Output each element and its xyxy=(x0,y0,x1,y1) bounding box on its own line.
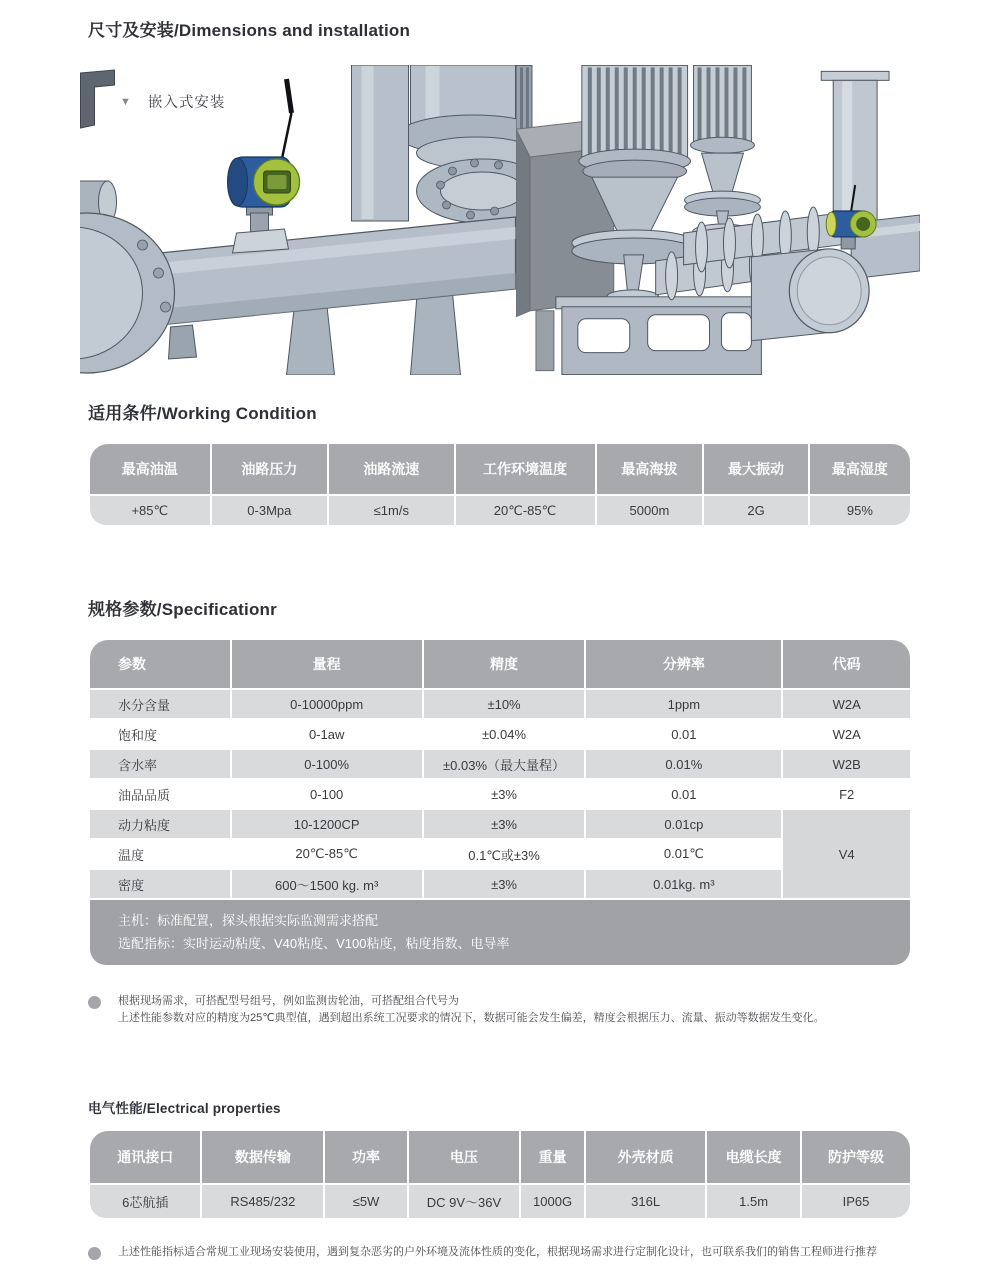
specification-table xyxy=(88,638,912,967)
wc-value-cell: 20℃-85℃ xyxy=(456,496,595,525)
table-header-row xyxy=(90,1131,910,1183)
spec-param-cell: 水分含量 xyxy=(90,690,230,718)
pipe-fragment-top-left xyxy=(81,70,115,128)
spec-accuracy-cell: ±3% xyxy=(424,810,585,838)
elec-header-cell: 外壳材质 xyxy=(586,1131,705,1183)
wc-header-cell: 最高油温 xyxy=(90,444,210,494)
elec-value-cell: 316L xyxy=(586,1185,705,1218)
spec-footer-line: 主机：标准配置，探头根据实际监测需求搭配 xyxy=(118,913,379,928)
elec-header-cell: 重量 xyxy=(521,1131,584,1183)
spec-code-cell: W2B xyxy=(783,750,910,778)
elec-header-cell: 通讯接口 xyxy=(90,1131,200,1183)
spec-param-cell: 密度 xyxy=(90,870,230,898)
table-row xyxy=(90,720,910,748)
electrical-table xyxy=(88,1129,912,1220)
table-header-row xyxy=(90,640,910,688)
spec-range-cell: 600～1500 kg. m³ xyxy=(232,870,422,898)
spec-accuracy-cell: ±3% xyxy=(424,870,585,898)
support-frame xyxy=(556,297,765,375)
electrical-note-text xyxy=(118,1244,877,1261)
wc-value-cell: 95% xyxy=(810,496,910,525)
spec-resolution-cell: 0.01% xyxy=(586,750,781,778)
section-title-dimensions: 尺寸及安装/Dimensions and installation xyxy=(88,21,411,40)
wc-value-cell: 5000m xyxy=(597,496,703,525)
elec-header-cell: 防护等级 xyxy=(802,1131,910,1183)
spec-accuracy-cell: 0.1℃或±3% xyxy=(424,840,585,868)
spec-header-cell: 代码 xyxy=(783,640,910,688)
section-title-working-condition: 适用条件/Working Condition xyxy=(88,404,317,423)
tank xyxy=(751,249,869,341)
table-row xyxy=(90,750,910,778)
spec-code-cell: W2A xyxy=(783,690,910,718)
spec-accuracy-cell: ±10% xyxy=(424,690,585,718)
spec-merged-code-cell: V4 xyxy=(783,810,910,898)
table-header-row xyxy=(90,444,910,494)
spec-param-cell: 动力粘度 xyxy=(90,810,230,838)
wc-header-cell: 最大振动 xyxy=(704,444,807,494)
note-bullet-icon xyxy=(88,1247,101,1260)
installation-figures xyxy=(80,65,920,375)
transmitter xyxy=(228,79,300,253)
spec-range-cell: 0-100% xyxy=(232,750,422,778)
spec-param-cell: 温度 xyxy=(90,840,230,868)
wc-value-cell: 2G xyxy=(704,496,807,525)
table-footer-row xyxy=(90,900,910,965)
electrical-note xyxy=(88,1244,912,1261)
spec-header-cell: 分辨率 xyxy=(586,640,781,688)
elec-header-cell: 电缆长度 xyxy=(707,1131,800,1183)
elec-value-cell: IP65 xyxy=(802,1185,910,1218)
section-title-electrical: 电气性能/Electrical properties xyxy=(88,1101,281,1116)
table-row xyxy=(90,690,910,718)
working-condition-table xyxy=(88,442,912,527)
spec-header-cell: 精度 xyxy=(424,640,585,688)
spec-note-line: 根据现场需求，可搭配型号组号，例如监测齿轮油，可搭配组合代号为 xyxy=(118,995,459,1007)
spec-note-line: 上述性能参数对应的精度为25℃典型值，遇到超出系统工况要求的情况下，数据可能会发生偏差，精度会根据压力、流量、振动等数据发生变化。 xyxy=(118,1012,825,1024)
elec-header-cell: 电压 xyxy=(409,1131,519,1183)
elec-header-cell: 数据传输 xyxy=(202,1131,323,1183)
table-row xyxy=(90,780,910,808)
spec-range-cell: 0-1aw xyxy=(232,720,422,748)
wc-header-cell: 最高海拔 xyxy=(597,444,703,494)
table-row xyxy=(90,496,910,525)
spec-range-cell: 0-10000ppm xyxy=(232,690,422,718)
elec-value-cell: 6芯航插 xyxy=(90,1185,200,1218)
spec-param-cell: 饱和度 xyxy=(90,720,230,748)
spec-resolution-cell: 0.01cp xyxy=(586,810,781,838)
spec-range-cell: 10-1200CP xyxy=(232,810,422,838)
vessel-top-right xyxy=(399,65,517,169)
elec-value-cell: DC 9V～36V xyxy=(409,1185,519,1218)
elec-value-cell: 1000G xyxy=(521,1185,584,1218)
spec-note xyxy=(88,993,912,1027)
spec-accuracy-cell: ±3% xyxy=(424,780,585,808)
elec-value-cell: ≤5W xyxy=(325,1185,406,1218)
spec-header-cell: 量程 xyxy=(232,640,422,688)
spec-note-text xyxy=(118,993,825,1027)
wc-header-cell: 油路流速 xyxy=(329,444,453,494)
wc-value-cell: +85℃ xyxy=(90,496,210,525)
spec-range-cell: 0-100 xyxy=(232,780,422,808)
spec-resolution-cell: 0.01℃ xyxy=(586,840,781,868)
spec-resolution-cell: 0.01 xyxy=(586,780,781,808)
vertical-pipe xyxy=(352,65,409,221)
table-row xyxy=(90,810,910,838)
embedded-install-caption xyxy=(120,91,225,112)
spec-code-cell: W2A xyxy=(783,720,910,748)
figure-system-installation xyxy=(516,65,920,375)
bolted-flange-ring xyxy=(417,159,517,223)
spec-resolution-cell: 1ppm xyxy=(586,690,781,718)
spec-accuracy-cell: ±0.04% xyxy=(424,720,585,748)
wc-value-cell: ≤1m/s xyxy=(329,496,453,525)
wc-header-cell: 工作环境温度 xyxy=(456,444,595,494)
wc-header-cell: 最高湿度 xyxy=(810,444,910,494)
spec-param-cell: 油品品质 xyxy=(90,780,230,808)
spec-header-cell: 参数 xyxy=(90,640,230,688)
spec-accuracy-cell: ±0.03%（最大量程） xyxy=(424,750,585,778)
spec-code-cell: F2 xyxy=(783,780,910,808)
elec-value-cell: 1.5m xyxy=(707,1185,800,1218)
section-title-specification: 规格参数/Specificationr xyxy=(88,600,277,619)
wc-value-cell: 0-3Mpa xyxy=(212,496,328,525)
wc-header-cell: 油路压力 xyxy=(212,444,328,494)
spec-param-cell: 含水率 xyxy=(90,750,230,778)
spec-resolution-cell: 0.01kg. m³ xyxy=(586,870,781,898)
spec-resolution-cell: 0.01 xyxy=(586,720,781,748)
spec-footer-line: 选配指标：实时运动粘度、V40粘度、V100粘度，粘度指数、电导率 xyxy=(118,936,510,951)
spec-range-cell: 20℃-85℃ xyxy=(232,840,422,868)
vertical-pipe xyxy=(821,71,889,231)
triangle-marker-icon: ▼ xyxy=(120,95,132,108)
embedded-install-label: 嵌入式安装 xyxy=(147,95,226,111)
electrical-note-line: 上述性能指标适合常规工业现场安装使用，遇到复杂恶劣的户外环境及流体性质的变化，根据现场需求进行定制化设计，也可联系我们的销售工程师进行推荐 xyxy=(118,1246,877,1258)
note-bullet-icon xyxy=(88,996,101,1009)
spec-footer-cell xyxy=(90,900,910,965)
table-row xyxy=(90,1185,910,1218)
elec-header-cell: 功率 xyxy=(325,1131,406,1183)
elec-value-cell: RS485/232 xyxy=(202,1185,323,1218)
vessel-bottom-left xyxy=(80,213,175,373)
motor-secondary xyxy=(685,65,761,240)
